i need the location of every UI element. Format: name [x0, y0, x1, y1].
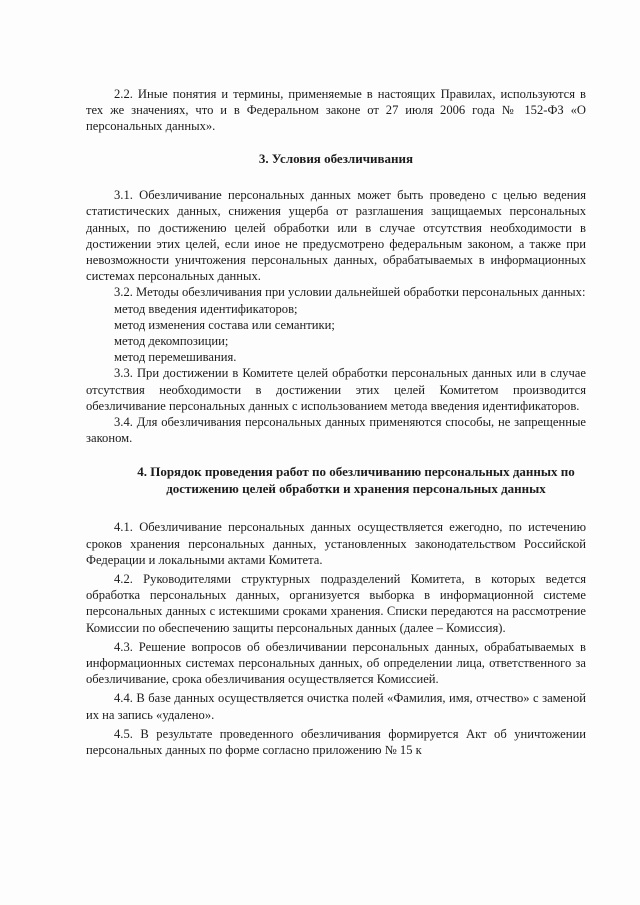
method-item: метод введения идентификаторов;	[114, 301, 298, 316]
method-item: метод декомпозиции;	[114, 333, 229, 348]
document-body	[86, 86, 586, 758]
paragraph-4-4: 4.4. В базе данных осуществляется очистка полей «Фамилия, имя, отчество» с заменой их на запись «удалено».	[86, 691, 586, 722]
paragraph-4-3: 4.3. Решение вопросов об обезличивании персональных данных, обрабатываемых в информационных системах персональных данных, об определении лица, ответственного за обезличивание, срока обезличивания осуществляется Комиссией.	[86, 639, 586, 687]
method-item: метод изменения состава или семантики;	[114, 317, 335, 332]
section-3-heading: 3. Условия обезличивания	[258, 150, 414, 166]
paragraph-4-5: 4.5. В результате проведенного обезличивания формируется Акт об уничтожении персональных данных по форме согласно приложению № 15 к	[86, 726, 586, 757]
section-4-heading: 4. Порядок проведения работ по обезличиванию персональных данных по достижению целей обработки и хранения персональных данных	[137, 464, 575, 496]
paragraph-4-2: 4.2. Руководителями структурных подразделений Комитета, в которых ведется обработка персональных данных, организуется выборка в информационной системе персональных данных с истекшими сроками хранения. Списки передаются на рассмотрение Комиссии по обеспечению защиты персональных данных (далее – Комиссия).	[86, 571, 586, 635]
method-item: метод перемешивания.	[114, 350, 237, 365]
paragraph-4-1: 4.1. Обезличивание персональных данных осуществляется ежегодно, по истечению сроков хранения персональных данных, установленных законодательством Российской Федерации и локальными актами Комитета.	[86, 520, 586, 567]
paragraph-3-3: 3.3. При достижении в Комитете целей обработки персональных данных или в случае отсутствия необходимости в достижении этих целей Комитетом производится обезличивание персональных данных с использованием метода введения идентификаторов.	[86, 366, 586, 413]
paragraph-3-1: 3.1. Обезличивание персональных данных может быть проведено с целью ведения статистических данных, снижения ущерба от разглашения защищаемых персональных данных, по достижению целей обработки или в случае отсутствия необходимости в достижении этих целей, если иное не предусмотрено федеральным законом, а также при невозможности уничтожения персональных данных, обрабатываемых в информационных системах персональных данных.	[86, 188, 586, 284]
paragraph-3-2: 3.2. Методы обезличивания при условии дальнейшей обработки персональных данных:	[114, 285, 586, 300]
paragraph-3-4: 3.4. Для обезличивания персональных данных применяются способы, не запрещенные законом.	[86, 414, 586, 446]
paragraph-2-2: 2.2. Иные понятия и термины, применяемые в настоящих Правилах, используются в тех же значениях, что и в Федеральном законе от 27 июля 2006 года № 152-ФЗ «О персональных данных».	[86, 87, 586, 134]
